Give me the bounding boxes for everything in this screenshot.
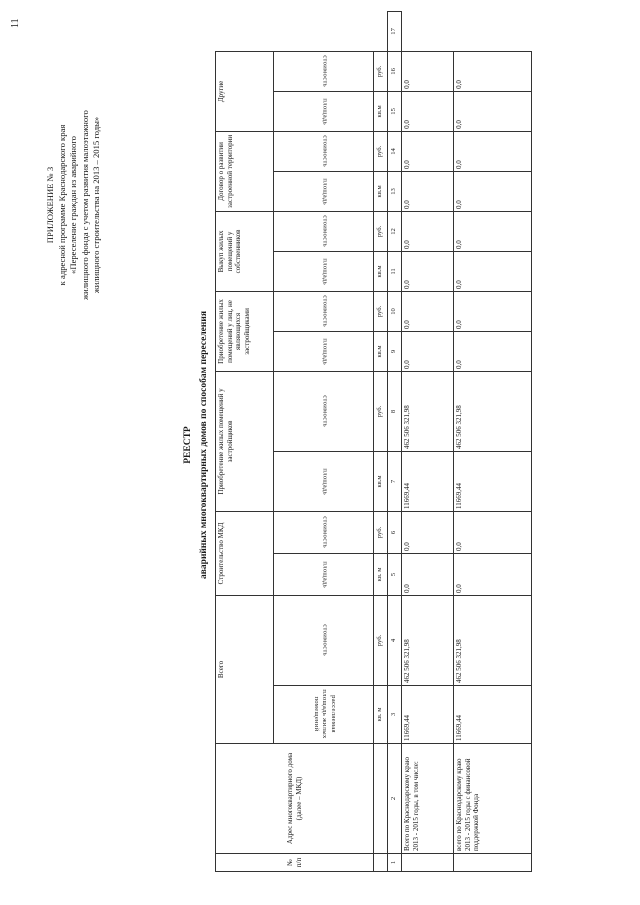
header-mkd-construction: Строительство МКД [216,511,274,595]
appendix-line: жилищного фонда с учетом развития малоэтажного [79,110,90,300]
subheader-resettled-area: расселяемая площадь жилых помещений [274,686,374,744]
col-number: 8 [388,371,402,451]
registry-table [215,11,532,872]
unit-cell: кв. м [374,686,388,744]
value-cell: 462 506 321,98 [454,595,532,685]
appendix-line: «Переселение граждан из аварийного [68,136,78,274]
col-number: 13 [388,171,402,211]
col-number: 3 [388,686,402,744]
unit-cell: руб. [374,291,388,331]
col-number: 17 [388,11,402,51]
header-num: № п/п [216,854,374,872]
document-title: РЕЕСТР [183,426,193,464]
value-cell: 0,0 [454,131,532,171]
value-cell: 11669,44 [402,451,454,511]
subheader-area: площадь [274,91,374,131]
col-number: 10 [388,291,402,331]
appendix-block [45,55,103,355]
value-cell: 0,0 [402,251,454,291]
header-buyout: Выкуп жилых помещений у собственников [216,211,274,291]
subheader-cost: стоимость [274,511,374,553]
subheader-area: площадь [274,451,374,511]
subheader-area: площадь [274,251,374,291]
table-row [454,11,532,871]
unit-cell: руб. [374,595,388,685]
units-row [374,11,388,871]
value-cell: 0,0 [402,291,454,331]
unit-cell: руб. [374,211,388,251]
header-territory-contract: Договор о развитии застроенной территории [216,131,274,211]
value-cell: 0,0 [402,171,454,211]
value-cell: 0,0 [454,171,532,211]
unit-cell: руб. [374,511,388,553]
subheader-cost: стоимость [274,51,374,91]
value-cell: 0,0 [454,331,532,371]
unit-cell: кв.м [374,91,388,131]
col-number: 15 [388,91,402,131]
value-cell: 0,0 [454,511,532,553]
value-cell: 0,0 [454,211,532,251]
unit-cell: кв.м [374,331,388,371]
document-subtitle: аварийных многоквартирных домов по способам переселения [199,311,209,579]
registry-sheet [15,0,625,890]
row-num [454,854,532,872]
unit-cell: руб. [374,51,388,91]
value-cell: 462 506 321,98 [402,371,454,451]
value-cell: 11669,44 [402,686,454,744]
value-cell: 0,0 [402,211,454,251]
value-cell: 0,0 [402,91,454,131]
col-number: 1 [388,854,402,872]
col-number: 6 [388,511,402,553]
col-number: 4 [388,595,402,685]
subheader-area: площадь [274,171,374,211]
value-cell: 0,0 [454,251,532,291]
unit-cell: кв.м [374,451,388,511]
unit-cell: кв.м [374,171,388,211]
col-number: 14 [388,131,402,171]
header-purchase-developers: Приобретение жилых помещений у застройщиков [216,371,274,511]
value-cell: 0,0 [454,291,532,331]
header-other: Другие [216,51,274,131]
value-cell: 462 506 321,98 [454,371,532,451]
header-purchase-non-developers: Приобретение жилых помещений у лиц, не являющихся застройщиками [216,291,274,371]
unit-cell: кв.м [374,251,388,291]
header-row [216,11,274,871]
row-label: Всего по Краснодарскому краю 2013 - 2015 годы, в том числе: [402,744,454,854]
value-cell: 0,0 [402,511,454,553]
column-numbers-row [388,11,402,871]
subheader-cost: стоимость [274,211,374,251]
header-address: Адрес многоквартирного дома (далее – МКД) [216,744,374,854]
subheader-area: площадь [274,331,374,371]
subheader-cost: стоимость [274,371,374,451]
subheader-cost: стоимость [274,131,374,171]
col-number: 12 [388,211,402,251]
value-cell: 462 506 321,98 [402,595,454,685]
subheader-cost: стоимость [274,291,374,331]
value-cell: 0,0 [402,51,454,91]
subheader-cost: стоимость [274,595,374,685]
col-number: 16 [388,51,402,91]
unit-cell: руб. [374,371,388,451]
value-cell: 0,0 [402,553,454,595]
value-cell: 0,0 [402,331,454,371]
row-num [402,854,454,872]
row-label: всего по Краснодарскому краю 2013 - 2015 годы с финансовой поддержкой Фонда [454,744,532,854]
subheader-row [274,11,374,871]
col-number: 9 [388,331,402,371]
value-cell: 0,0 [402,131,454,171]
unit-cell [374,854,388,872]
unit-cell [374,744,388,854]
header-total: Всего [216,595,274,743]
col-number: 7 [388,451,402,511]
col-number: 2 [388,744,402,854]
value-cell: 11669,44 [454,451,532,511]
table-row [402,11,454,871]
subheader-area: площадь [274,553,374,595]
appendix-line: к адресной программе Краснодарского края [56,124,67,286]
value-cell: 11669,44 [454,686,532,744]
col-number: 5 [388,553,402,595]
unit-cell: руб. [374,131,388,171]
appendix-line: ПРИЛОЖЕНИЕ № 3 [45,166,55,244]
unit-cell: кв. м [374,553,388,595]
value-cell: 0,0 [454,553,532,595]
appendix-line: жилищного строительства на 2013 – 2015 годы» [91,116,101,294]
value-cell: 0,0 [454,91,532,131]
value-cell: 0,0 [454,51,532,91]
page-number: 11 [10,18,21,28]
col-number: 11 [388,251,402,291]
